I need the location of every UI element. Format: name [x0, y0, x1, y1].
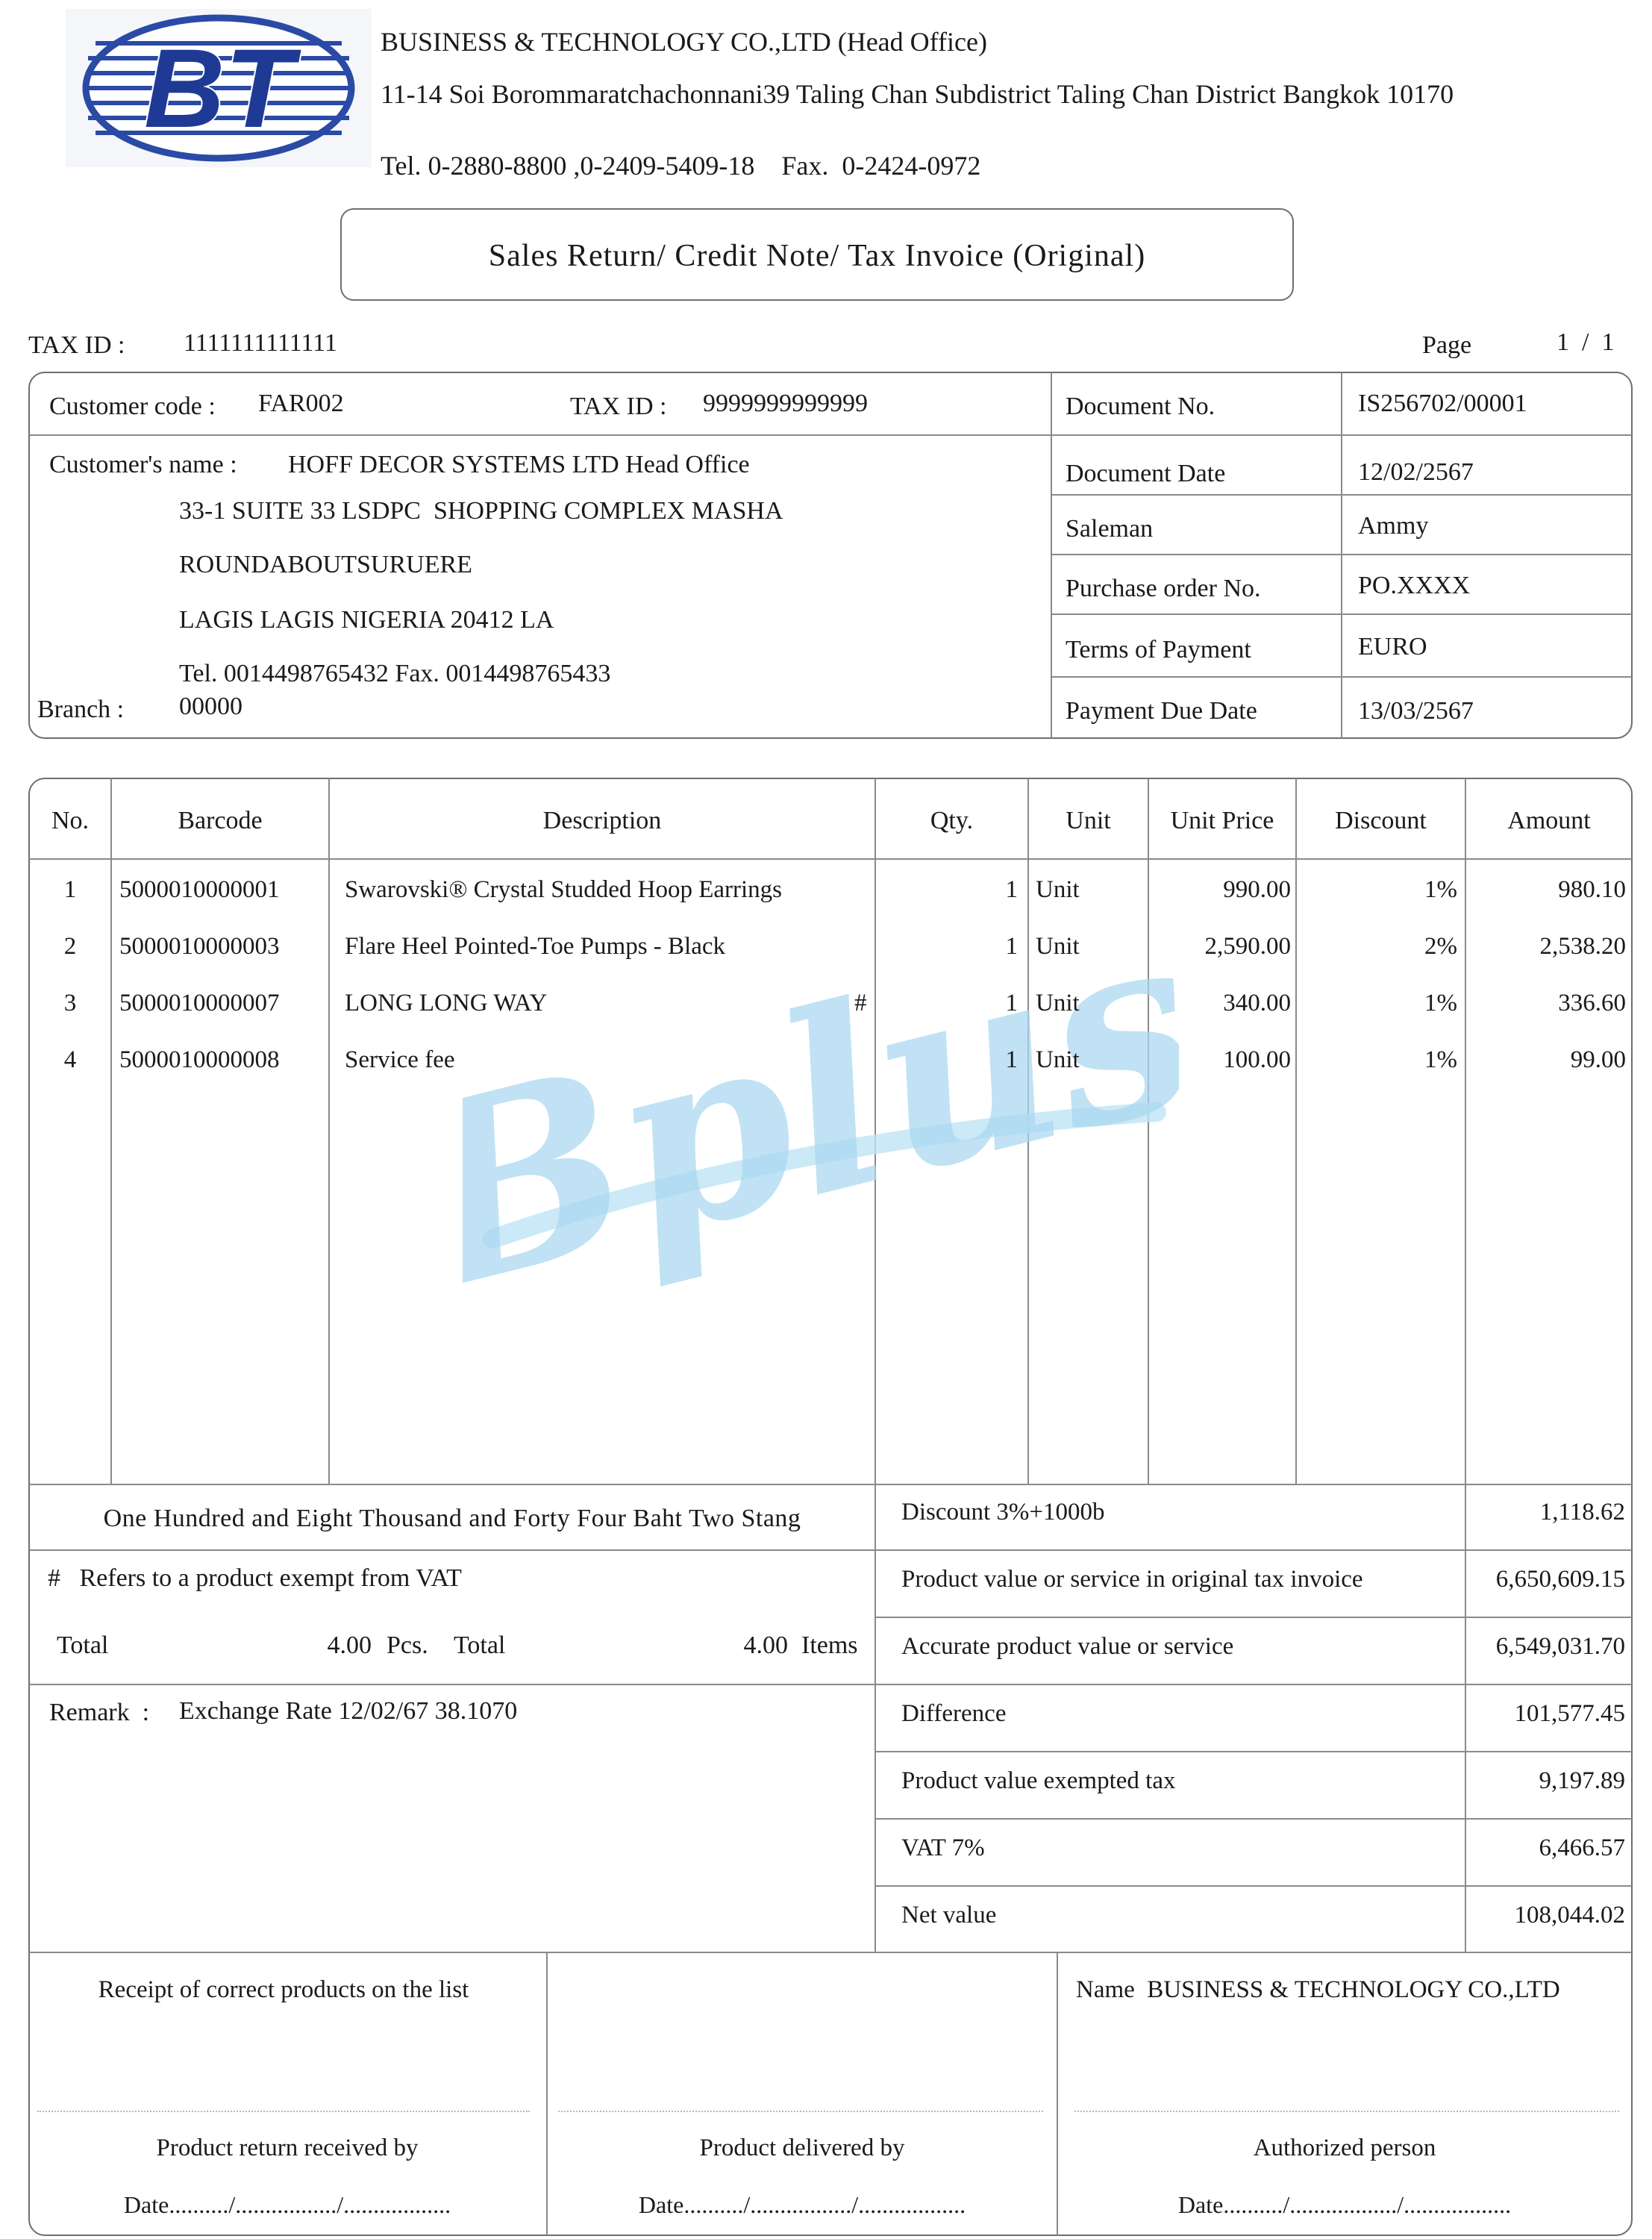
row-barcode: 5000010000008	[119, 1046, 280, 1073]
total-items-value: 4.00	[743, 1631, 788, 1659]
row-amount: 2,538.20	[1539, 933, 1626, 960]
column-header-discount: Discount	[1335, 807, 1427, 834]
row-discount: 1%	[1424, 990, 1457, 1017]
row-barcode: 5000010000007	[119, 990, 280, 1017]
row-no: 1	[63, 876, 77, 903]
row-unit-price: 990.00	[1223, 876, 1291, 903]
row-qty: 1	[1005, 933, 1018, 960]
summary-label-accurate-value: Accurate product value or service	[901, 1633, 1234, 1660]
row-amount: 99.00	[1570, 1046, 1626, 1073]
signature-date-line[interactable]: Date........../................./..................	[638, 2191, 966, 2218]
column-header-no: No.	[51, 807, 90, 834]
customer-address-line1: 33-1 SUITE 33 LSDPC SHOPPING COMPLEX MASHA	[179, 497, 783, 525]
summary-value-discount: 1,118.62	[1539, 1499, 1625, 1526]
branch-label: Branch :	[37, 696, 125, 723]
row-discount: 1%	[1424, 1046, 1457, 1073]
row-no: 4	[63, 1046, 77, 1073]
page-value: 1 / 1	[1556, 328, 1615, 356]
row-unit: Unit	[1036, 876, 1080, 903]
signature-delivered-by: Product delivered by	[699, 2135, 905, 2161]
doc-info-label-saleman: Saleman	[1066, 515, 1154, 543]
row-description: LONG LONG WAY	[345, 990, 548, 1017]
row-qty: 1	[1005, 876, 1018, 903]
row-amount: 980.10	[1558, 876, 1626, 903]
summary-value-net-value: 108,044.02	[1514, 1902, 1625, 1929]
summary-label-discount: Discount 3%+1000b	[901, 1499, 1105, 1526]
total-pcs-label: Total	[57, 1631, 109, 1659]
customer-address-line3: LAGIS LAGIS NIGERIA 20412 LA	[179, 606, 554, 634]
signature-date-line[interactable]: Date........../................./..................	[123, 2191, 451, 2218]
row-description: Service fee	[345, 1046, 455, 1073]
summary-label-original-value: Product value or service in original tax invoice	[901, 1566, 1363, 1593]
doc-info-value-payment-due-date: 13/03/2567	[1358, 697, 1474, 725]
tax-id-label: TAX ID :	[28, 331, 125, 359]
row-discount: 1%	[1424, 876, 1457, 903]
remark-text: Exchange Rate 12/02/67 38.1070	[179, 1697, 518, 1725]
total-items-label: Total	[454, 1631, 506, 1659]
row-no: 3	[63, 990, 77, 1017]
doc-info-value-saleman: Ammy	[1358, 512, 1429, 540]
column-header-unit: Unit	[1066, 807, 1111, 834]
row-description: Swarovski® Crystal Studded Hoop Earrings	[345, 876, 783, 903]
column-header-description: Description	[542, 807, 662, 834]
summary-value-vat: 6,466.57	[1539, 1834, 1625, 1861]
row-unit: Unit	[1036, 1046, 1080, 1073]
row-description: Flare Heel Pointed-Toe Pumps - Black	[345, 933, 726, 960]
signature-date-line[interactable]: Date........../................../..................	[1177, 2191, 1512, 2218]
summary-label-difference: Difference	[901, 1700, 1007, 1727]
summary-label-vat: VAT 7%	[901, 1834, 985, 1861]
total-items-unit: Items	[801, 1631, 858, 1659]
row-barcode: 5000010000001	[119, 876, 280, 903]
row-unit-price: 340.00	[1223, 990, 1291, 1017]
row-unit-price: 2,590.00	[1204, 933, 1291, 960]
signature-return-received-by: Product return received by	[156, 2135, 419, 2161]
watermark-text: Bplus	[463, 925, 1179, 1314]
doc-info-value-terms-of-payment: EURO	[1358, 633, 1427, 661]
summary-value-accurate-value: 6,549,031.70	[1495, 1633, 1625, 1660]
branch-value: 00000	[179, 693, 243, 720]
row-barcode: 5000010000003	[119, 933, 280, 960]
company-logo	[66, 9, 372, 167]
summary-value-difference: 101,577.45	[1514, 1700, 1625, 1727]
row-qty: 1	[1005, 990, 1018, 1017]
customer-name: HOFF DECOR SYSTEMS LTD Head Office	[288, 451, 750, 478]
doc-info-value-document-date: 12/02/2567	[1358, 458, 1474, 486]
doc-info-value-document-no: IS256702/00001	[1358, 390, 1527, 417]
row-unit-price: 100.00	[1223, 1046, 1291, 1073]
total-pcs-unit: Pcs.	[387, 1631, 428, 1659]
column-header-qty: Qty.	[930, 807, 974, 834]
column-header-amount: Amount	[1507, 807, 1591, 834]
row-amount: 336.60	[1558, 990, 1626, 1017]
document-title-box	[340, 208, 1294, 301]
vat-exempt-note: # Refers to a product exempt from VAT	[48, 1564, 462, 1592]
company-name: BUSINESS & TECHNOLOGY CO.,LTD (Head Office)	[381, 27, 987, 57]
document-title: Sales Return/ Credit Note/ Tax Invoice (Original)	[488, 239, 1146, 273]
company-address: 11-14 Soi Borommaratchachonnani39 Taling Chan Subdistrict Taling Chan District Bangkok 10170	[381, 79, 1454, 109]
tax-id-value: 1111111111111	[184, 329, 337, 357]
customer-name-label: Customer's name :	[49, 451, 237, 478]
summary-value-exempted-tax: 9,197.89	[1539, 1767, 1625, 1794]
signature-authorized-person: Authorized person	[1253, 2135, 1436, 2161]
doc-info-label-terms-of-payment: Terms of Payment	[1066, 636, 1251, 663]
amount-in-words: One Hundred and Eight Thousand and Forty Four Baht Two Stang	[103, 1505, 801, 1532]
row-vat-exempt-mark: #	[854, 990, 867, 1017]
remark-label: Remark :	[49, 1699, 150, 1726]
company-contact: Tel. 0-2880-8800 ,0-2409-5409-18 Fax. 0-2424-0972	[381, 151, 981, 181]
doc-info-value-purchase-order: PO.XXXX	[1358, 572, 1471, 599]
customer-tax-id: 9999999999999	[703, 390, 868, 417]
customer-code: FAR002	[258, 390, 344, 417]
logo-lettering: BT	[144, 25, 293, 151]
row-unit: Unit	[1036, 933, 1080, 960]
total-pcs-value: 4.00	[327, 1631, 372, 1659]
summary-label-exempted-tax: Product value exempted tax	[901, 1767, 1176, 1794]
customer-tel-fax: Tel. 0014498765432 Fax. 0014498765433	[179, 660, 611, 687]
doc-info-label-document-no: Document No.	[1066, 393, 1215, 420]
column-header-unit-price: Unit Price	[1170, 807, 1274, 834]
row-qty: 1	[1005, 1046, 1018, 1073]
row-unit: Unit	[1036, 990, 1080, 1017]
doc-info-label-payment-due-date: Payment Due Date	[1066, 697, 1257, 725]
signature-company-name: Name BUSINESS & TECHNOLOGY CO.,LTD	[1076, 1976, 1560, 2003]
summary-label-net-value: Net value	[901, 1902, 997, 1929]
row-discount: 2%	[1424, 933, 1457, 960]
row-no: 2	[63, 933, 77, 960]
customer-address-line2: ROUNDABOUTSURUERE	[179, 551, 472, 578]
column-header-barcode: Barcode	[178, 807, 263, 834]
receipt-text: Receipt of correct products on the list	[98, 1976, 469, 2003]
page-label: Page	[1422, 331, 1472, 359]
summary-value-original-value: 6,650,609.15	[1495, 1566, 1625, 1593]
customer-tax-id-label: TAX ID :	[570, 393, 667, 420]
doc-info-label-purchase-order: Purchase order No.	[1066, 575, 1261, 602]
customer-code-label: Customer code :	[49, 393, 216, 420]
doc-info-label-document-date: Document Date	[1066, 460, 1226, 487]
